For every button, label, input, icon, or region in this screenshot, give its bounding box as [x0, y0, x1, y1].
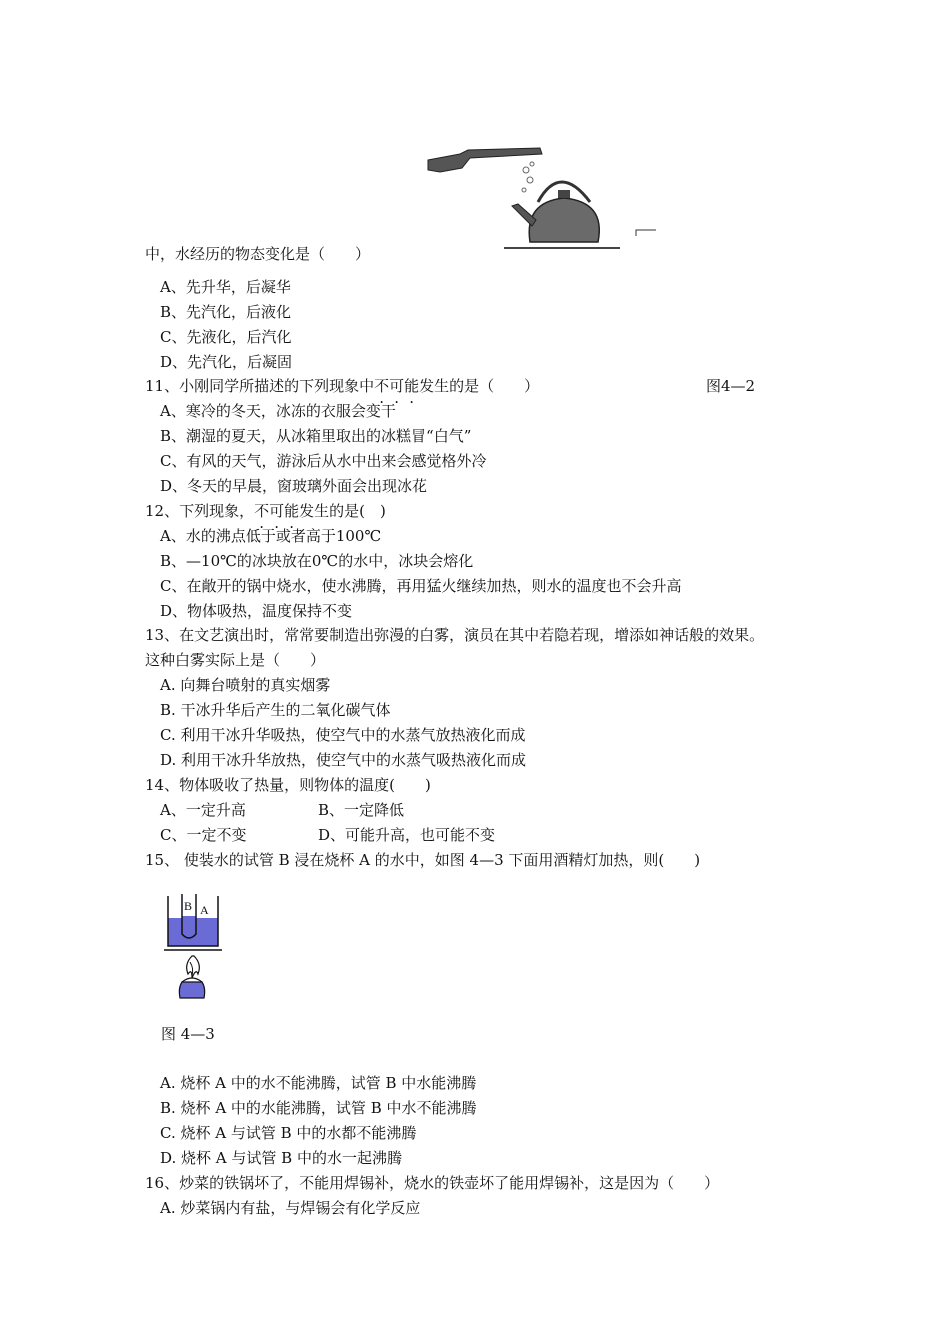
q12-option-a: A、水的沸点低于或者高于100℃ — [160, 527, 382, 545]
q10-stem: 中，水经历的物态变化是（ ） — [145, 245, 371, 263]
beaker-label-a: A — [200, 903, 209, 917]
q12-option-c: C、在敞开的锅中烧水，使水沸腾，再用猛火继续加热，则水的温度也不会升高 — [160, 577, 682, 595]
q13-option-a: A. 向舞台喷射的真实烟雾 — [160, 676, 331, 694]
q11-option-c: C、有风的天气，游泳后从水中出来会感觉格外冷 — [160, 452, 487, 470]
q11-option-b: B、潮湿的夏天，从冰箱里取出的冰糕冒“白气” — [160, 427, 472, 445]
q12-option-b: B、—10℃的冰块放在0℃的水中，冰块会熔化 — [160, 552, 474, 570]
q10-option-b: B、先汽化，后液化 — [160, 303, 292, 321]
q12-stem: 12、下列现象，不可能发生的是( ) — [145, 502, 386, 520]
q16-option-a: A. 炒菜锅内有盐，与焊锡会有化学反应 — [160, 1199, 421, 1217]
q13-option-d: D. 利用干冰升华放热，使空气中的水蒸气吸热液化而成 — [160, 751, 527, 769]
q10-option-d: D、先汽化，后凝固 — [160, 353, 293, 371]
q15-option-a: A. 烧杯 A 中的水不能沸腾，试管 B 中水能沸腾 — [160, 1074, 477, 1092]
q15-option-b: B. 烧杯 A 中的水能沸腾，试管 B 中水不能沸腾 — [160, 1099, 477, 1117]
q11-stem: 11、小刚同学所描述的下列现象中不可能发生的是（ ） — [145, 377, 540, 395]
q15-stem: 15、 使装水的试管 B 浸在烧杯 A 的水中，如图 4—3 下面用酒精灯加热，则( ) — [145, 851, 701, 869]
q14-stem: 14、物体吸收了热量，则物体的温度( ) — [145, 776, 431, 794]
fig-4-2-label: 图4—2 — [706, 377, 756, 395]
q11-option-d: D、冬天的早晨，窗玻璃外面会出现冰花 — [160, 477, 428, 495]
q10-option-a: A、先升华，后凝华 — [160, 278, 291, 296]
fig-4-3-label: 图 4—3 — [161, 1025, 215, 1043]
q10-option-c: C、先液化，后汽化 — [160, 328, 292, 346]
q14-option-b: B、一定降低 — [318, 801, 405, 819]
q13-option-b: B. 干冰升华后产生的二氧化碳气体 — [160, 701, 391, 719]
q15-option-c: C. 烧杯 A 与试管 B 中的水都不能沸腾 — [160, 1124, 417, 1142]
tube-label-b: B — [184, 899, 193, 913]
q14-option-a: A、一定升高 — [160, 801, 246, 819]
q14-option-c: C、一定不变 — [160, 826, 247, 844]
q15-option-d: D. 烧杯 A 与试管 B 中的水一起沸腾 — [160, 1149, 402, 1167]
q12-option-d: D、物体吸热，温度保持不变 — [160, 602, 353, 620]
q13-stem-line1: 13、在文艺演出时，常常要制造出弥漫的白雾，演员在其中若隐若现，增添如神话般的效果。 — [145, 626, 765, 644]
q14-option-d: D、可能升高，也可能不变 — [318, 826, 496, 844]
q16-stem: 16、炒菜的铁锅坏了，不能用焊锡补，烧水的铁壶坏了能用焊锡补，这是因为（ ） — [145, 1174, 720, 1192]
q11-option-a: A、寒冷的冬天，冰冻的衣服会变干 — [160, 402, 396, 420]
q13-stem-line2: 这种白雾实际上是（ ） — [145, 651, 326, 669]
kettle-figure — [420, 140, 660, 258]
beaker-figure — [160, 892, 230, 1008]
q13-option-c: C. 利用干冰升华吸热，使空气中的水蒸气放热液化而成 — [160, 726, 526, 744]
